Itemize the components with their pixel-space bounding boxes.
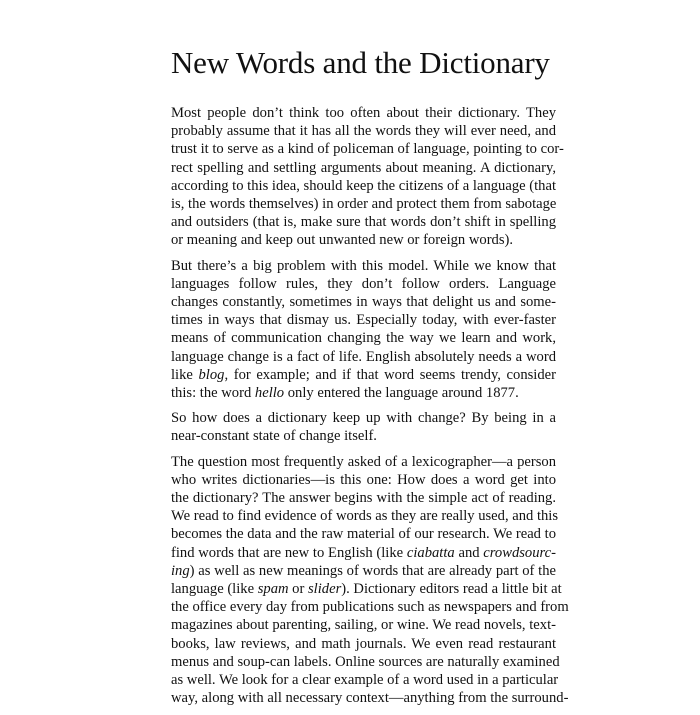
- text-line: menus and soup-can labels. Online sources are naturally examined: [171, 653, 560, 670]
- paragraph: [171, 257, 556, 403]
- text-line: the office every day from publications such as newspapers and from: [171, 599, 569, 616]
- text-line: this: the word hello only entered the language around 1877.: [171, 385, 519, 402]
- text-line: ing) as well as new meanings of words that are already part of the: [171, 562, 556, 579]
- text-line: becomes the data and the raw material of our research. We read to: [171, 526, 556, 543]
- text-line: the dictionary? The answer begins with the simple act of reading.: [171, 490, 556, 507]
- article-body: [171, 104, 569, 708]
- text-line: languages follow rules, they don’t follow orders. Language: [171, 275, 556, 292]
- text-line: according to this idea, should keep the citizens of a language (that: [171, 177, 556, 194]
- text-line: is, the words themselves) in order and protect them from sabotage: [171, 196, 557, 213]
- text-line: find words that are new to English (like ciabatta and crowdsourc-: [171, 544, 556, 561]
- text-line: magazines about parenting, sailing, or wine. We read novels, text-: [171, 617, 556, 634]
- text-line: or meaning and keep out unwanted new or foreign words).: [171, 232, 514, 249]
- text-line: near-constant state of change itself.: [171, 428, 377, 445]
- text-line: who writes dictionaries—is this one: How does a word get into: [171, 471, 556, 488]
- text-line: language (like spam or slider). Dictionary editors read a little bit at: [171, 581, 562, 598]
- paragraph: [171, 453, 569, 708]
- text-line: language change is a fact of life. English absolutely needs a word: [171, 348, 556, 365]
- text-line: So how does a dictionary keep up with change? By being in a: [171, 410, 556, 427]
- text-line: like blog, for example; and if that word seems trendy, consider: [171, 366, 556, 383]
- text-line: probably assume that it has all the words they will ever need, and: [171, 123, 556, 140]
- text-line: changes constantly, sometimes in ways that delight us and some-: [171, 294, 556, 311]
- text-line: The question most frequently asked of a lexicographer—a person: [171, 453, 556, 470]
- text-line: and outsiders (that is, make sure that words don’t shift in spelling: [171, 214, 556, 231]
- paragraph: [171, 104, 564, 250]
- text-line: as well. We look for a clear example of a word used in a particular: [171, 672, 559, 689]
- text-line: Most people don’t think too often about their dictionary. They: [171, 105, 556, 121]
- page-title: New Words and the Dictionary: [171, 45, 550, 80]
- text-line: trust it to serve as a kind of policeman of language, pointing to cor-: [171, 141, 564, 158]
- text-line: times in ways that dismay us. Especially today, with ever-faster: [171, 312, 556, 329]
- text-line: We read to find evidence of words as they are really used, and this: [171, 508, 559, 525]
- text-line: way, along with all necessary context—anything from the surround-: [171, 690, 569, 707]
- document-page: [171, 44, 569, 715]
- text-line: books, law reviews, and math journals. We even read restaurant: [171, 635, 556, 652]
- text-line: rect spelling and settling arguments about meaning. A dictionary,: [171, 159, 556, 176]
- text-line: means of communication changing the way we learn and work,: [171, 330, 556, 347]
- text-line: But there’s a big problem with this model. While we know that: [171, 257, 556, 274]
- paragraph: [171, 409, 556, 445]
